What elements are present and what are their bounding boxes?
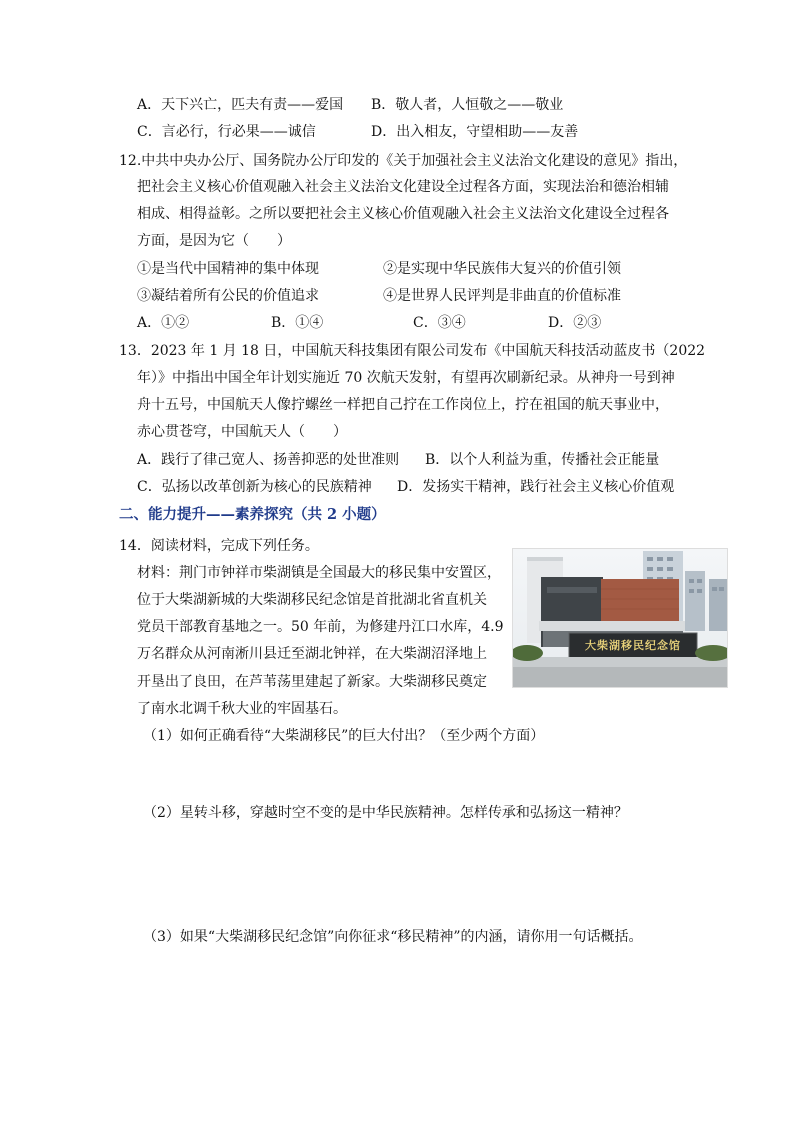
q12-statement-3: ③凝结着所有公民的价值追求 <box>137 288 319 304</box>
q12-option-a: A．①② <box>137 315 190 331</box>
q12-statement-1: ①是当代中国精神的集中体现 <box>137 261 319 277</box>
q12-stem-line-3: 相成、相得益彰。之所以要把社会主义核心价值观融入社会主义法治文化建设全过程各 <box>137 206 669 222</box>
q12-stem-line-4: 方面，是因为它（ ） <box>137 233 291 249</box>
q12-statement-2: ②是实现中华民族伟大复兴的价值引领 <box>383 261 621 277</box>
q14-instruction: 14．阅读材料，完成下列任务。 <box>119 538 319 554</box>
q14-material-line-2: 位于大柴湖新城的大柴湖移民纪念馆是首批湖北省直机关 <box>137 592 487 608</box>
q11-option-d: D．出入相友，守望相助——友善 <box>371 124 579 140</box>
q12-option-c: C．③④ <box>413 315 466 331</box>
q11-option-c: C．言必行，行必果——诚信 <box>137 124 316 140</box>
q14-material-line-3: 党员干部教育基地之一。50 年前，为修建丹江口水库，4.9 <box>137 619 504 635</box>
q14-material-line-5: 开垦出了良田，在芦苇荡里建起了新家。大柴湖移民奠定 <box>137 674 487 690</box>
q13-stem-line-2: 年）》中指出中国全年计划实施近 70 次航天发射，有望再次刷新纪录。从神舟一号到神 <box>137 370 675 386</box>
q12-option-d: D．②③ <box>548 315 602 331</box>
q13-option-a: A．践行了律己宽人、扬善抑恶的处世准则 <box>137 452 400 468</box>
q14-material-line-1: 材料：荆门市钟祥市柴湖镇是全国最大的移民集中安置区， <box>137 565 501 581</box>
q12-stem-line-1: 12.中共中央办公厅、国务院办公厅印发的《关于加强社会主义法治文化建设的意见》指出， <box>119 153 688 169</box>
q14-task-1: （1）如何正确看待“大柴湖移民”的巨大付出？（至少两个方面） <box>143 728 545 744</box>
q12-statement-4: ④是世界人民评判是非曲直的价值标准 <box>383 288 621 304</box>
q13-stem-line-4: 赤心贯苍穹，中国航天人（ ） <box>137 424 347 440</box>
q12-stem-line-2: 把社会主义核心价值观融入社会主义法治文化建设全过程各方面，实现法治和德治相辅 <box>137 179 669 195</box>
q13-stem-line-3: 舟十五号，中国航天人像拧螺丝一样把自己拧在工作岗位上，拧在祖国的航天事业中， <box>137 397 669 413</box>
q13-option-b: B．以个人利益为重，传播社会正能量 <box>425 452 660 468</box>
memorial-hall-photo <box>512 548 728 688</box>
q12-option-b: B．①④ <box>271 315 324 331</box>
section-2-heading: 二、能力提升——素养探究（共 2 小题） <box>119 506 386 523</box>
memorial-sign-text: 大柴湖移民纪念馆 <box>585 639 681 652</box>
q14-material-line-4: 万名群众从河南淅川县迁至湖北钟祥，在大柴湖沼泽地上 <box>137 646 487 662</box>
q14-task-3: （3）如果“大柴湖移民纪念馆”向你征求“移民精神”的内涵，请你用一句话概括。 <box>143 929 643 945</box>
q14-task-2: （2）星转斗移，穿越时空不变的是中华民族精神。怎样传承和弘扬这一精神？ <box>143 805 628 821</box>
q14-material-line-6: 了南水北调千秋大业的牢固基石。 <box>137 701 347 717</box>
q13-option-c: C．弘扬以改革创新为核心的民族精神 <box>137 479 372 495</box>
q11-option-b: B．敬人者，人恒敬之——敬业 <box>371 97 564 113</box>
q13-option-d: D．发扬实干精神，践行社会主义核心价值观 <box>397 479 675 495</box>
q11-option-a: A．天下兴亡，匹夫有责——爱国 <box>137 97 344 113</box>
q13-stem-line-1: 13．2023 年 1 月 18 日，中国航天科技集团有限公司发布《中国航天科技活动蓝皮书（2022 <box>119 343 706 359</box>
